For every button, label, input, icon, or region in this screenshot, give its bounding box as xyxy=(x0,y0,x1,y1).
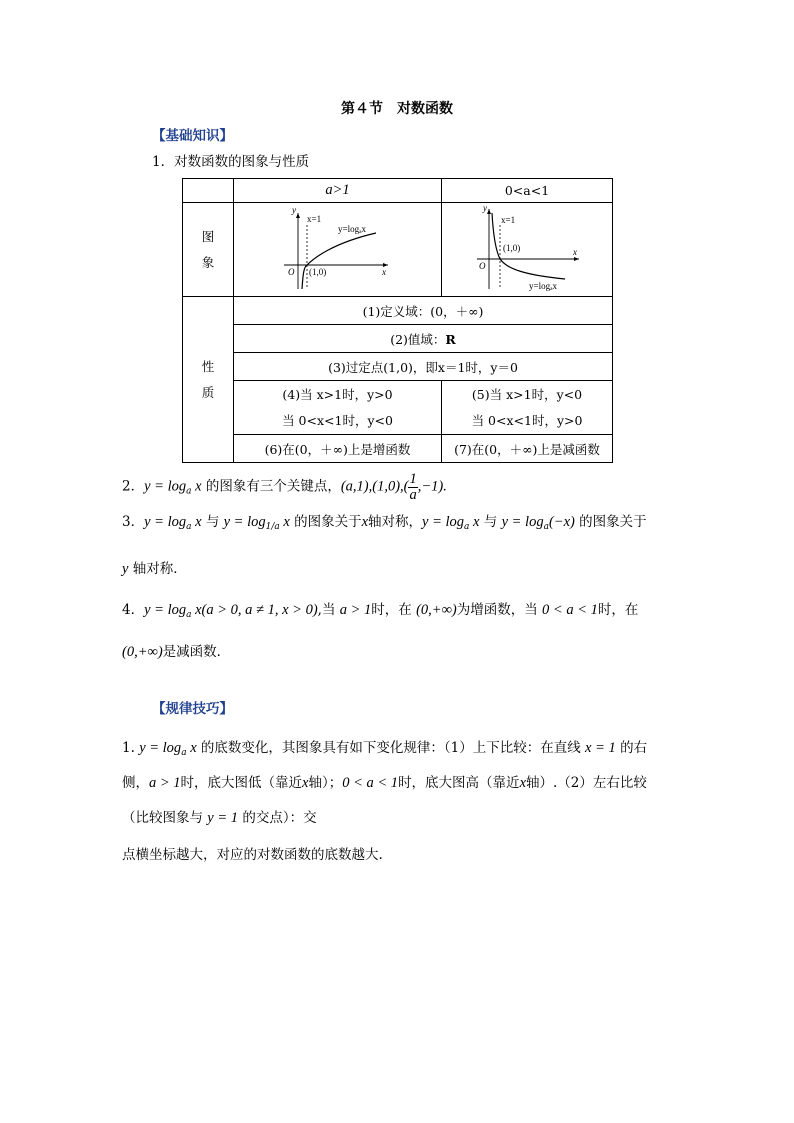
x-axis-label: x xyxy=(573,247,577,257)
header-a-lt-1: 0<a<1 xyxy=(442,179,613,203)
property-decreasing: (7)在(0，＋∞)上是减函数 xyxy=(442,435,613,463)
property-range: (2)值域：R xyxy=(234,325,613,353)
origin-label: O xyxy=(287,267,294,277)
rule-1-line-4: 点横坐标越大，对应的对数函数的底数越大. xyxy=(122,847,383,863)
curve-label: y=logₐx xyxy=(529,281,558,291)
y-axis-label: y xyxy=(483,203,487,213)
page-title: 第４节 对数函数 xyxy=(341,101,453,117)
property-sign-a-gt-1: (4)当 x>1时，y>0 当 0<x<1时，y<0 xyxy=(234,381,442,435)
property-domain: (1)定义域：(0，＋∞) xyxy=(234,297,613,325)
property-sign-a-lt-1: (5)当 x>1时，y<0 当 0<x<1时，y>0 xyxy=(442,381,613,435)
x-axis-label: x xyxy=(381,267,386,277)
x-eq-1-label: x=1 xyxy=(501,215,516,225)
item-2: 2．$y = \log_a x$ 的图象有三个关键点，(a,1),(1,0),( $\frac{1}{a}$ ,−1). xyxy=(122,471,447,503)
origin-label: O xyxy=(479,261,486,271)
graph-cell-a-gt-1 xyxy=(234,203,442,297)
y-axis-label: y xyxy=(291,205,296,215)
point-label: (1,0) xyxy=(503,243,521,253)
property-fixed-point: (3)过定点(1,0)，即x＝1时，y＝0 xyxy=(234,353,613,381)
graph-cell-a-lt-1 xyxy=(442,203,613,297)
row-label-graph: 图 象 xyxy=(183,203,234,297)
item-3-line-2: y 轴对称． xyxy=(122,561,187,577)
header-a-gt-1: a>1 xyxy=(234,179,442,203)
rule-1-line-2: 侧，a > 1时，底大图低（靠近x轴）；0 < a < 1时，底大图高（靠近x轴）.（2）左右比较 xyxy=(122,775,647,791)
rule-1-line-1: 1. $y = \log_a x$ 的底数变化，其图象具有如下变化规律：（1）上下比较：在直线 x = 1 的右 xyxy=(122,740,648,758)
row-label-properties: 性 质 xyxy=(183,297,234,463)
fraction-one-over-a: $\frac{1}{a}$ xyxy=(409,471,417,503)
y-axis-arrow xyxy=(487,209,491,214)
log-graph-increasing xyxy=(278,203,398,293)
table-corner-cell xyxy=(183,179,234,203)
rule-1-line-3: （比较图象与 y = 1 的交点）：交 xyxy=(122,810,317,826)
item-4-line-2: (0,+∞)是减函数． xyxy=(122,644,231,660)
log-graph-decreasing xyxy=(467,203,587,293)
log-curve xyxy=(302,233,376,289)
curve-label: y=logₐx xyxy=(337,224,366,234)
x-axis-arrow xyxy=(574,257,579,261)
x-eq-1-label: x=1 xyxy=(306,214,321,224)
item-4-line-1: 4．$y = \log_a x(a > 0$, a ≠ 1, x > 0),当 a > 1时，在 (0,+∞)为增函数，当 0 < a < 1时，在 xyxy=(122,602,639,620)
y-axis-arrow xyxy=(296,213,300,218)
point-label: (1,0) xyxy=(308,267,326,277)
property-increasing: (6)在(0，＋∞)上是增函数 xyxy=(234,435,442,463)
property-table xyxy=(182,178,613,463)
item-1-heading: 1．对数函数的图象与性质 xyxy=(152,154,310,170)
section-basic-knowledge: 【基础知识】 xyxy=(152,128,233,144)
section-rules-tips: 【规律技巧】 xyxy=(152,701,233,717)
item-3-line-1: 3．$y = \log_a x$ 与 $y = \log_{1/a} x$ 的图象关于x轴对称，$y = \log_a x$ 与 $y = \log_a(-x)$ 的图象关于 xyxy=(122,514,647,532)
